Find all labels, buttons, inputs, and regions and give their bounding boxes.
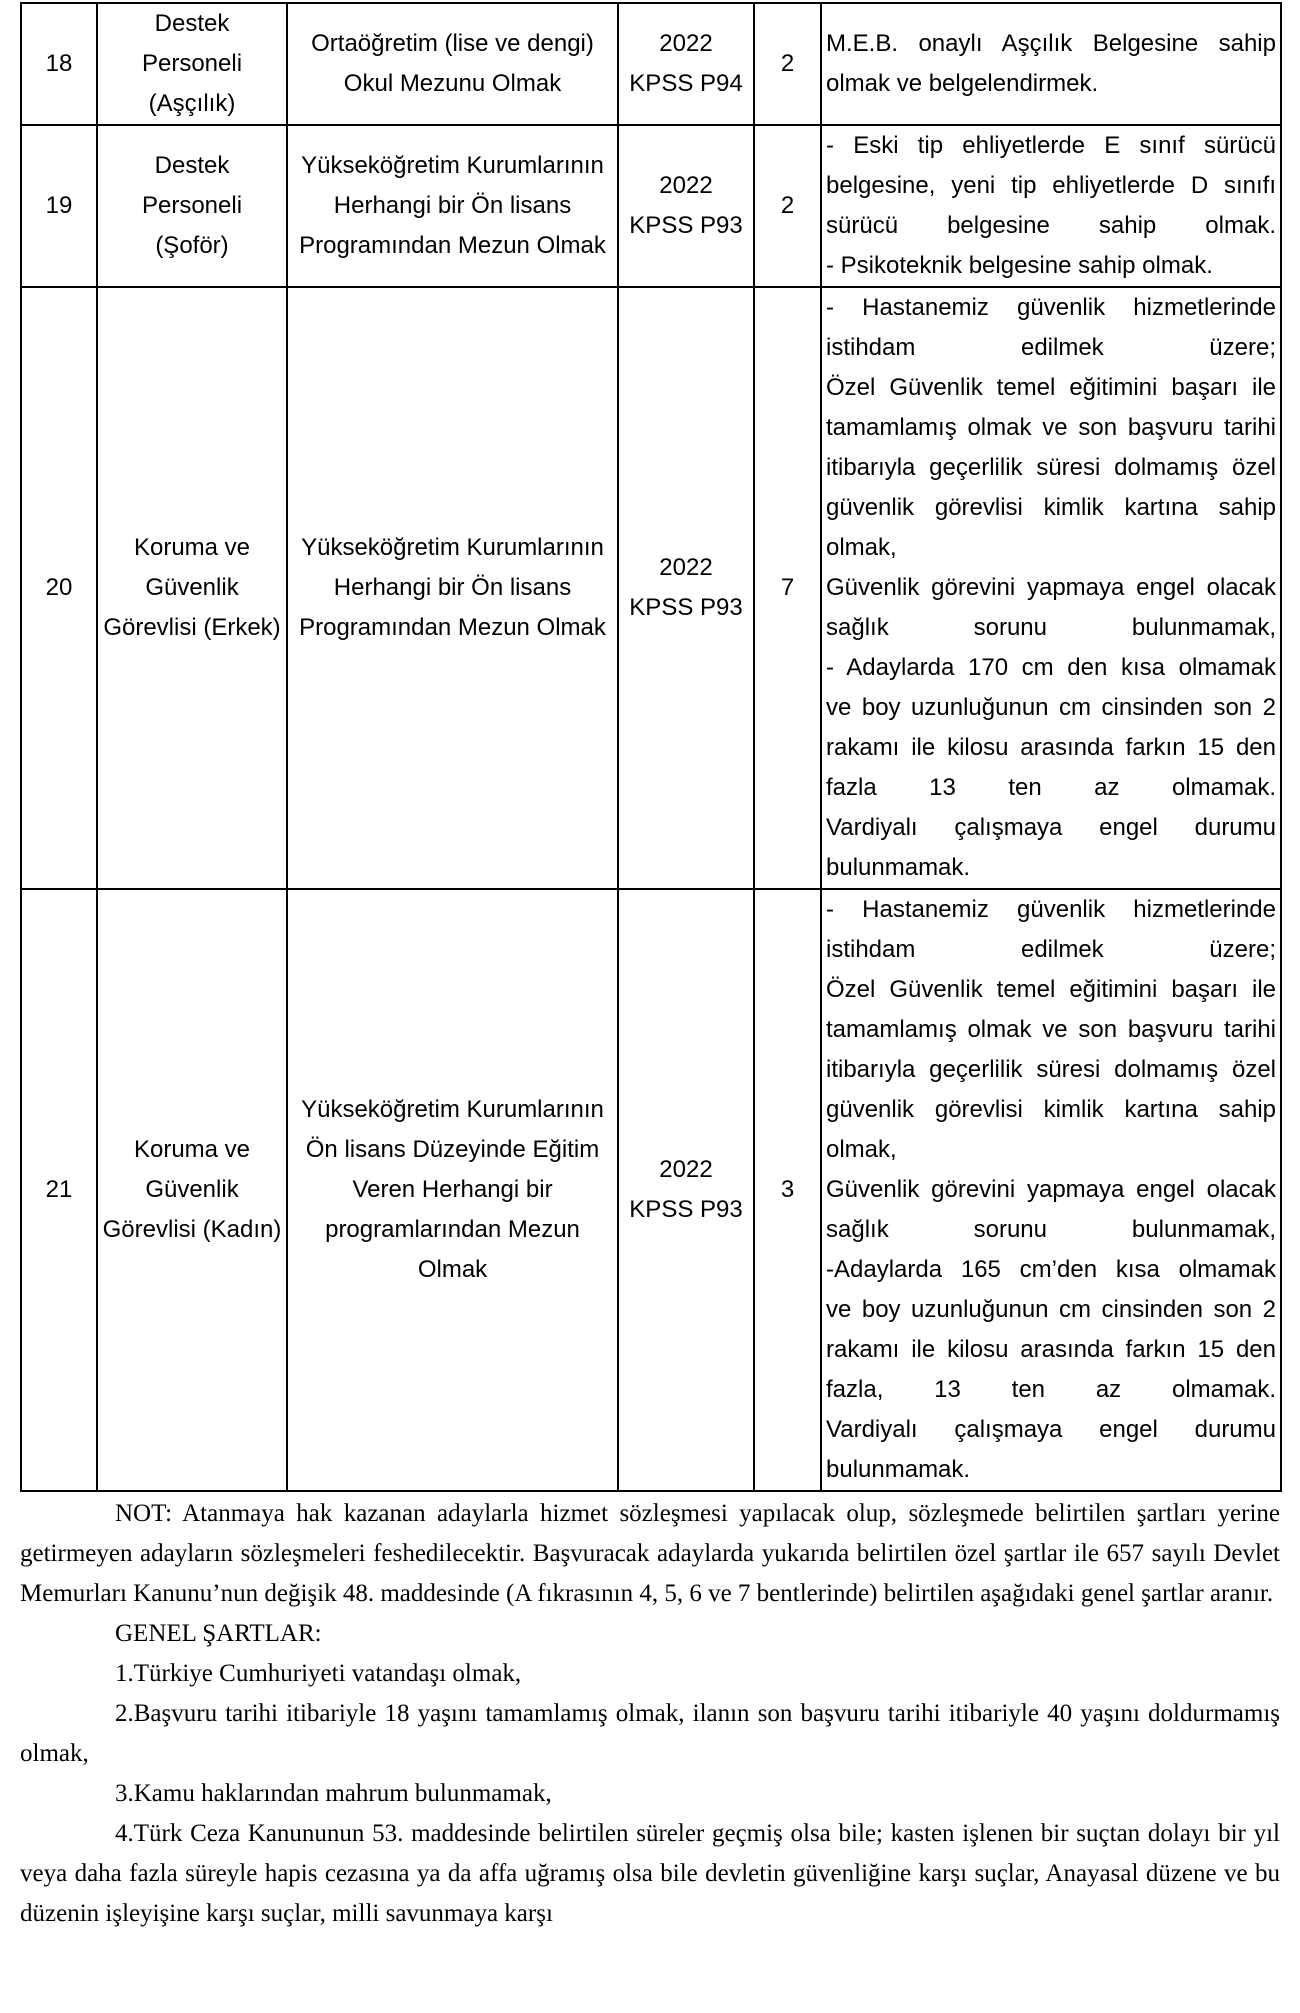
text-line: 2022 [659,554,713,581]
kpss-cell [618,889,754,1491]
text-line: Güvenlik görevini yapmaya engel olacak [826,1176,1276,1203]
text-line: güvenlik görevlisi kimlik kartına sahip [826,494,1276,521]
general-condition-item: 2.Başvuru tarihi itibariyle 18 yaşını tamamlamış olmak, ilanın son başvuru tarihi itibariyle 40 yaşını doldurmamış olmak, [20,1700,1280,1767]
text-line: güvenlik görevlisi kimlik kartına sahip [826,1096,1276,1123]
text-line: sağlık sorunu bulunmamak, [826,614,1276,641]
row-number-cell: 18 [21,3,97,125]
note-section [20,1494,1280,1934]
text-line: Programından Mezun Olmak [299,232,606,259]
education-cell [287,125,618,287]
table-row [21,287,1281,889]
text-line: Herhangi bir Ön lisans [333,192,572,219]
text-line: (Aşçılık) [148,90,236,117]
general-conditions-heading: GENEL ŞARTLAR: [115,1620,322,1647]
text-line: istihdam edilmek üzere; [826,936,1276,963]
kpss-cell [618,3,754,125]
position-title-cell [97,125,287,287]
text-line: Özel Güvenlik temel eğitimini başarı ile [826,374,1276,401]
education-cell [287,889,618,1491]
text-line: KPSS P93 [629,212,743,239]
general-condition-item: 4.Türk Ceza Kanununun 53. maddesinde belirtilen süreler geçmiş olsa bile; kasten işlenen bir suçtan dolayı bir yıl veya daha fazla süreyle hapis cezasına ya da affa uğramış olsa bile devletin güvenliğine karşı suçlar, Anayasal düzene ve bu düzenin işleyişine karşı suçlar, milli savunmaya karşı [20,1820,1280,1927]
education-cell [287,3,618,125]
text-line: Destek Personeli [141,152,243,219]
text-line: ve boy uzunluğunun cm cinsinden son 2 [826,694,1276,721]
text-line: - Hastanemiz güvenlik hizmetlerinde [826,294,1276,321]
text-line: itibarıyla geçerlilik süresi dolmamış özel [826,454,1276,481]
text-line: sürücü belgesine sahip olmak. [826,212,1276,239]
text-line: Destek Personeli [141,10,243,77]
text-line: Olmak [417,1256,488,1283]
education-cell [287,287,618,889]
text-line: - Psikoteknik belgesine sahip olmak. [826,252,1213,279]
text-line: KPSS P93 [629,594,743,621]
text-line: rakamı ile kilosu arasında farkın 15 den [826,734,1276,761]
text-line: Ön lisans Düzeyinde Eğitim [305,1136,600,1163]
row-number-cell: 21 [21,889,97,1491]
text-line: bulunmamak. [826,1456,971,1483]
text-line: - Eski tip ehliyetlerde E sınıf sürücü [826,132,1276,159]
text-line: programlarından Mezun [325,1216,580,1243]
kpss-cell [618,287,754,889]
text-line: rakamı ile kilosu arasında farkın 15 den [826,1336,1276,1363]
text-line: Özel Güvenlik temel eğitimini başarı ile [826,976,1276,1003]
requirements-cell [821,125,1281,287]
table-row [21,3,1281,125]
text-line: - Adaylarda 170 cm den kısa olmamak [826,654,1276,681]
quota-count-cell: 3 [754,889,821,1491]
text-line: Yükseköğretim Kurumlarının [301,1096,604,1123]
text-line: tamamlamış olmak ve son başvuru tarihi [826,1016,1276,1043]
text-line: KPSS P93 [629,1196,743,1223]
requirements-cell [821,3,1281,125]
general-condition-item: 1.Türkiye Cumhuriyeti vatandaşı olmak, [115,1660,522,1687]
text-line: istihdam edilmek üzere; [826,334,1276,361]
quota-count-cell: 7 [754,287,821,889]
text-line: Vardiyalı çalışmaya engel durumu [826,1416,1276,1443]
text-line: olmak ve belgelendirmek. [826,70,1099,97]
text-line: 2022 [659,1156,713,1183]
text-line: 2022 [659,172,713,199]
general-condition-item: 3.Kamu haklarından mahrum bulunmamak, [115,1780,552,1807]
text-line: fazla 13 ten az olmamak. [826,774,1276,801]
text-line: Ortaöğretim (lise ve dengi) [311,30,594,57]
text-line: Koruma ve Güvenlik [133,1136,251,1203]
position-title-cell [97,889,287,1491]
text-line: KPSS P94 [629,70,743,97]
text-line: fazla, 13 ten az olmamak. [826,1376,1276,1403]
text-line: - Hastanemiz güvenlik hizmetlerinde [826,896,1276,923]
text-line: Görevlisi (Kadın) [102,1216,282,1243]
text-line: (Şoför) [155,232,229,259]
text-line: olmak, [826,1136,897,1163]
text-line: Güvenlik görevini yapmaya engel olacak [826,574,1276,601]
text-line: Veren Herhangi bir [352,1176,553,1203]
text-line: bulunmamak. [826,854,971,881]
kpss-cell [618,125,754,287]
requirements-cell [821,889,1281,1491]
text-line: belgesine, yeni tip ehliyetlerde D sınıfı [826,172,1276,199]
row-number-cell: 20 [21,287,97,889]
text-line: Herhangi bir Ön lisans [333,574,572,601]
quota-count-cell: 2 [754,3,821,125]
text-line: itibarıyla geçerlilik süresi dolmamış özel [826,1056,1276,1083]
text-line: -Adaylarda 165 cm’den kısa olmamak [826,1256,1276,1283]
row-number-cell: 19 [21,125,97,287]
table-row [21,125,1281,287]
text-line: Programından Mezun Olmak [299,614,606,641]
text-line: sağlık sorunu bulunmamak, [826,1216,1276,1243]
text-line: Görevlisi (Erkek) [103,614,281,641]
text-line: olmak, [826,534,897,561]
text-line: Okul Mezunu Olmak [343,70,562,97]
note-paragraph: NOT: Atanmaya hak kazanan adaylarla hizmet sözleşmesi yapılacak olup, sözleşmede belirtilen şartları yerine getirmeyen adayların sözleşmeleri feshedilecektir. Başvuracak adaylarda yukarıda belirtilen özel şartlar ile 657 sayılı Devlet Memurları Kanunu’nun değişik 48. maddesinde (A fıkrasının 4, 5, 6 ve 7 bentlerinde) belirtilen aşağıdaki genel şartlar aranır. [20,1500,1280,1607]
positions-table-body [21,3,1281,1491]
text-line: Koruma ve Güvenlik [133,534,251,601]
text-line: tamamlamış olmak ve son başvuru tarihi [826,414,1276,441]
text-line: M.E.B. onaylı Aşçılık Belgesine sahip [826,30,1276,57]
text-line: Yükseköğretim Kurumlarının [301,152,604,179]
text-line: Yükseköğretim Kurumlarının [301,534,604,561]
text-line: 2022 [659,30,713,57]
requirements-cell [821,287,1281,889]
position-title-cell [97,3,287,125]
position-title-cell [97,287,287,889]
table-row [21,889,1281,1491]
text-line: Vardiyalı çalışmaya engel durumu [826,814,1276,841]
positions-table [20,2,1282,1492]
quota-count-cell: 2 [754,125,821,287]
text-line: ve boy uzunluğunun cm cinsinden son 2 [826,1296,1276,1323]
